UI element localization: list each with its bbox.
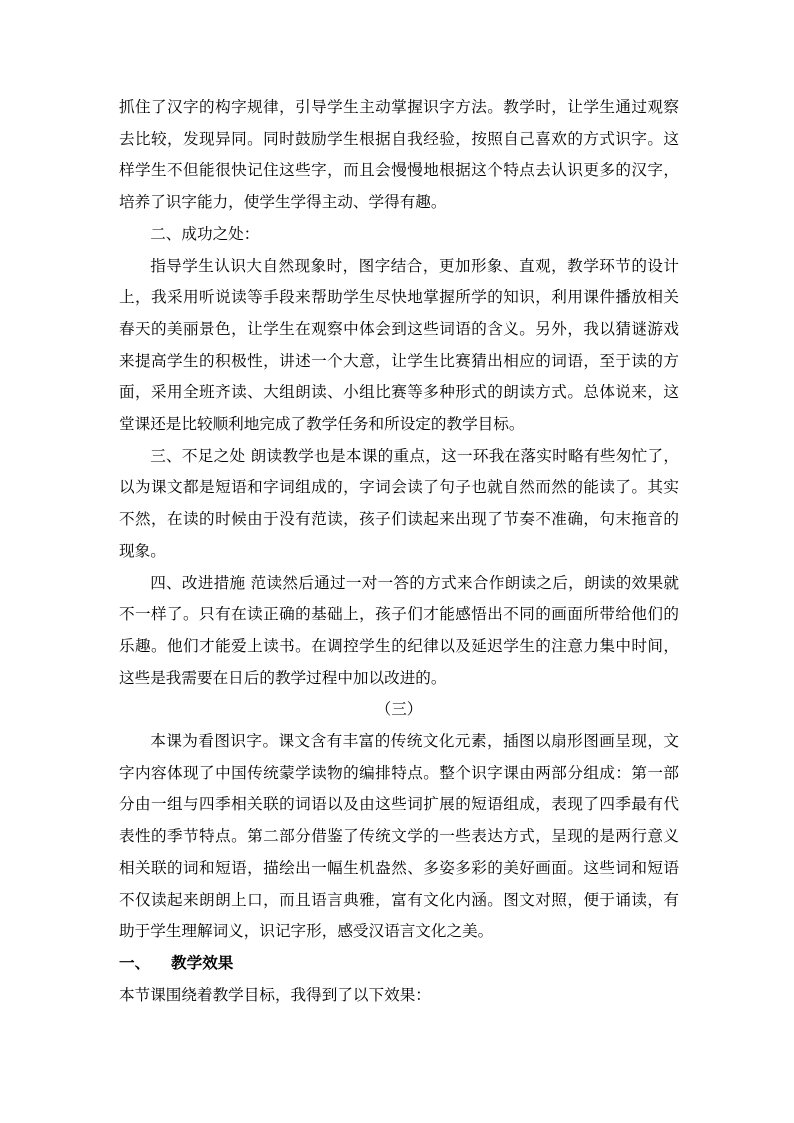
paragraph-lesson-intro: 本课为看图识字。课文含有丰富的传统文化元素，插图以扇形图画呈现，文字内容体现了中国传统蒙学读物的编排特点。整个识字课由两部分组成：第一部分由一组与四季相关联的词语以及由这些词扩展的短语组成，表现了四季最有代表性的季节特点。第二部分借鉴了传统文学的一些表达方式，呈现的是两行意义相关联的词和短语，描绘出一幅生机盎然、多姿多彩的美好画面。这些词和短语不仅读起来朗朗上口，而且语言典雅，富有文化内涵。图文对照，便于诵读，有助于学生理解词义，识记字形，感受汉语言文化之美。 <box>119 732 679 941</box>
document-body <box>119 92 679 1011</box>
paragraph-success: 指导学生认识大自然现象时，图字结合，更加形象、直观，教学环节的设计上，我采用听说读等手段来帮助学生尽快地掌握所学的知识，利用课件播放相关春天的美丽景色，让学生在观察中体会到这些词语的含义。另外，我以猜谜游戏来提高学生的积极性，讲述一个大意，让学生比赛猜出相应的词语，至于读的方面，采用全班齐读、大组朗读、小组比赛等多种形式的朗读方式。总体说来，这堂课还是比较顺利地完成了教学任务和所设定的教学目标。 <box>119 256 679 434</box>
paragraph-shortcomings: 三、不足之处 朗读教学也是本课的重点，这一环我在落实时略有些匆忙了，以为课文都是短语和字词组成的，字词会读了句子也就自然而然的能读了。其实不然，在读的时候由于没有范读，孩子们读起来出现了节奏不准确，句末拖音的现象。 <box>119 446 679 560</box>
paragraph-improvements: 四、改进措施 范读然后通过一对一答的方式来合作朗读之后，朗读的效果就不一样了。只有在读正确的基础上，孩子们才能感悟出不同的画面所带给他们的乐趣。他们才能爱上读书。在调控学生的纪律以及延迟学生的注意力集中时间，这些是我需要在日后的教学过程中加以改进的。 <box>119 573 679 687</box>
section-heading-success: 二、成功之处： <box>150 224 260 243</box>
paragraph-effects-lead: 本节课围绕着教学目标，我得到了以下效果： <box>119 985 431 1004</box>
section-number-three: （三） <box>375 700 423 719</box>
heading-title: 教学效果 <box>171 953 234 972</box>
paragraph-continuation: 抓住了汉字的构字规律，引导学生主动掌握识字方法。教学时，让学生通过观察去比较，发现异同。同时鼓励学生根据自我经验，按照自己喜欢的方式识字。这样学生不但能很快记住这些字，而且会慢慢地根据这个特点去认识更多的汉字，培养了识字能力，使学生学得主动、学得有趣。 <box>119 98 679 212</box>
heading-number: 一、 <box>119 953 151 972</box>
heading-teaching-effect <box>119 948 679 980</box>
